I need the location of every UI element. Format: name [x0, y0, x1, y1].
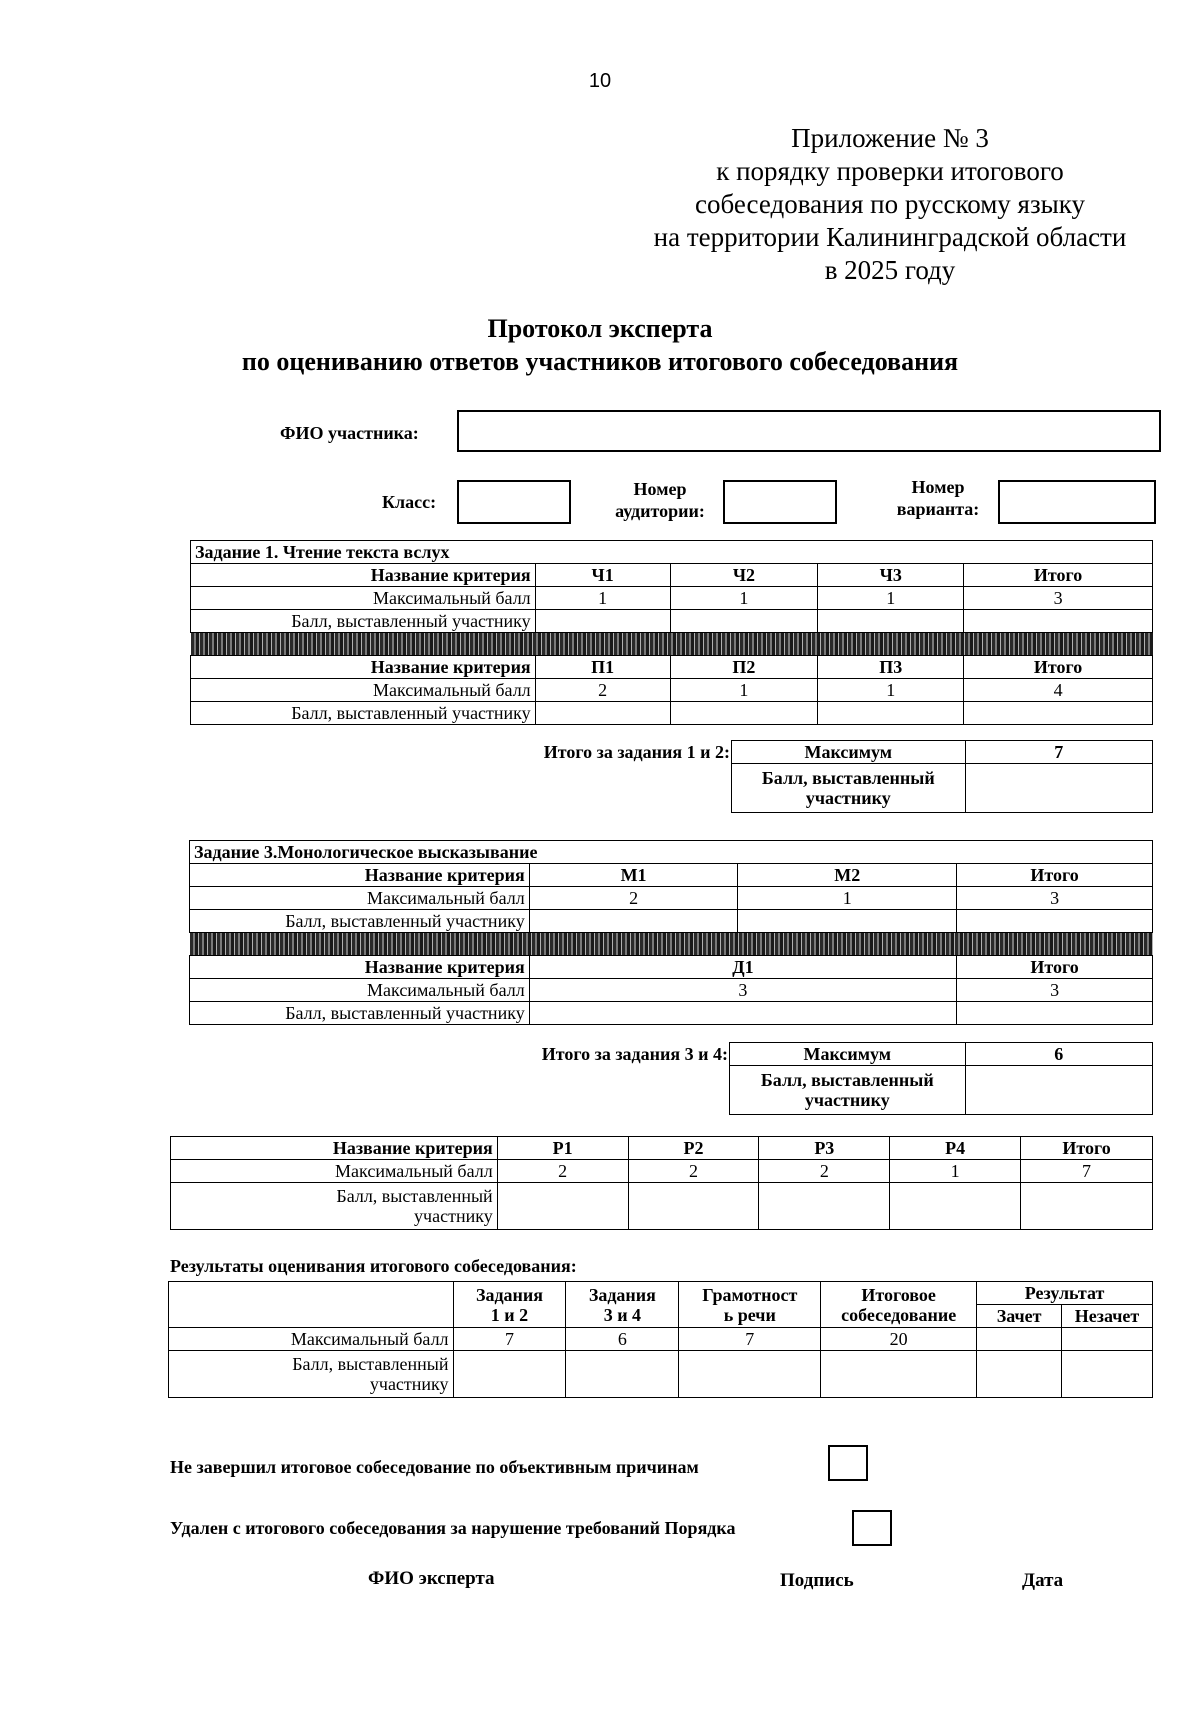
- results-header-line: 3 и 4: [603, 1304, 642, 1325]
- given-total-cell[interactable]: [965, 1066, 1152, 1115]
- results-header-line: Итоговое: [861, 1284, 936, 1305]
- criterion-header: Ч1: [535, 564, 670, 587]
- pass-header: Зачет: [977, 1305, 1062, 1328]
- literacy-table: [170, 1136, 1153, 1230]
- max-label: Максимальный балл: [190, 979, 530, 1002]
- given-total-label: [730, 1066, 966, 1115]
- criterion-header: Д1: [529, 956, 956, 979]
- max-score: 1: [890, 1160, 1021, 1183]
- max-score: 7: [453, 1328, 566, 1351]
- given-label: [171, 1183, 498, 1230]
- score-cell[interactable]: [821, 1351, 977, 1398]
- criterion-header: П3: [818, 656, 964, 679]
- pass-cell[interactable]: [977, 1351, 1062, 1398]
- protocol-title: [0, 312, 1200, 378]
- criterion-header: Р3: [759, 1137, 890, 1160]
- task1-table: [190, 540, 1153, 725]
- max-label: Максимальный балл: [191, 587, 536, 610]
- score-cell[interactable]: [738, 910, 957, 933]
- max-score: 2: [529, 887, 738, 910]
- task3-total-label: Итого за задания 3 и 4:: [541, 1044, 728, 1064]
- score-cell[interactable]: [566, 1351, 679, 1398]
- appendix-header: [560, 122, 1200, 287]
- room-label-line: аудитории:: [615, 501, 705, 521]
- fail-cell[interactable]: [1062, 1351, 1153, 1398]
- score-cell[interactable]: [957, 910, 1153, 933]
- task3-table: [189, 840, 1153, 1025]
- variant-label: [878, 476, 998, 520]
- given-label: Балл, выставленный участнику: [190, 910, 530, 933]
- score-cell[interactable]: [964, 610, 1153, 633]
- max-score: 1: [670, 587, 818, 610]
- expert-name-label: ФИО эксперта: [368, 1568, 495, 1589]
- given-total-line: Балл, выставленный: [760, 1070, 934, 1090]
- max-label: Максимальный балл: [169, 1328, 454, 1351]
- title-line: по оцениванию ответов участников итогового собеседования: [241, 347, 959, 376]
- incomplete-label: Не завершил итоговое собеседование по объективным причинам: [170, 1457, 699, 1477]
- fail-header: Незачет: [1062, 1305, 1153, 1328]
- given-label: [169, 1351, 454, 1398]
- results-corner: [169, 1282, 454, 1328]
- criterion-header: М1: [529, 864, 738, 887]
- max-label: Максимальный балл: [171, 1160, 498, 1183]
- appendix-line: Приложение № 3: [791, 123, 989, 153]
- separator-band: [190, 933, 1153, 956]
- score-cell[interactable]: [529, 1002, 956, 1025]
- criteria-label: Название критерия: [191, 656, 536, 679]
- given-total-line: Балл, выставленный: [761, 768, 935, 788]
- given-total-label: [732, 764, 966, 813]
- results-header: [821, 1282, 977, 1328]
- variant-label-line: Номер: [911, 477, 965, 497]
- fio-field[interactable]: [457, 410, 1161, 452]
- results-header-line: Задания: [588, 1284, 656, 1305]
- score-cell[interactable]: [957, 1002, 1153, 1025]
- score-cell[interactable]: [818, 610, 964, 633]
- variant-label-line: варианта:: [896, 499, 980, 519]
- score-cell[interactable]: [670, 702, 818, 725]
- score-cell[interactable]: [964, 702, 1153, 725]
- score-cell[interactable]: [453, 1351, 566, 1398]
- results-header: [566, 1282, 679, 1328]
- score-cell[interactable]: [529, 910, 738, 933]
- task1-total-label: Итого за задания 1 и 2:: [543, 742, 730, 762]
- max-score: 3: [957, 887, 1153, 910]
- given-label: Балл, выставленный участнику: [191, 610, 536, 633]
- maximum-value: 6: [965, 1043, 1152, 1066]
- task3-total-table: [729, 1042, 1153, 1115]
- given-total-line: участнику: [804, 1090, 890, 1110]
- criteria-label: Название критерия: [191, 564, 536, 587]
- maximum-label: Максимум: [730, 1043, 966, 1066]
- max-score: 1: [818, 679, 964, 702]
- title-line: Протокол эксперта: [487, 314, 713, 343]
- score-cell[interactable]: [497, 1183, 628, 1230]
- fio-label: ФИО участника:: [280, 423, 419, 443]
- max-score: 3: [957, 979, 1153, 1002]
- criterion-header: Итого: [957, 864, 1153, 887]
- criterion-header: Итого: [964, 564, 1153, 587]
- criterion-header: М2: [738, 864, 957, 887]
- max-score: 6: [566, 1328, 679, 1351]
- results-header-line: Задания: [475, 1284, 544, 1305]
- appendix-line: в 2025 году: [824, 255, 956, 285]
- score-cell[interactable]: [670, 610, 818, 633]
- removed-label: Удален с итогового собеседования за нарушение требований Порядка: [170, 1518, 736, 1538]
- given-total-line: участнику: [805, 788, 891, 808]
- appendix-line: к порядку проверки итогового: [716, 156, 1064, 186]
- page-number: 10: [588, 70, 612, 92]
- criterion-header: Ч3: [818, 564, 964, 587]
- task1-total-table: [731, 740, 1153, 813]
- given-label: Балл, выставленный участнику: [191, 702, 536, 725]
- results-table: [168, 1281, 1153, 1398]
- max-label: Максимальный балл: [191, 679, 536, 702]
- given-total-cell[interactable]: [965, 764, 1152, 813]
- criterion-header: Р1: [497, 1137, 628, 1160]
- max-score: 2: [628, 1160, 759, 1183]
- max-score: 7: [1021, 1160, 1153, 1183]
- criteria-label: Название критерия: [190, 864, 530, 887]
- class-field[interactable]: [457, 480, 571, 524]
- criterion-header: П2: [670, 656, 818, 679]
- variant-field[interactable]: [998, 480, 1156, 524]
- results-heading: Результаты оценивания итогового собеседования:: [170, 1256, 577, 1276]
- room-field[interactable]: [723, 480, 837, 524]
- criteria-label: Название критерия: [171, 1137, 498, 1160]
- max-score: 20: [821, 1328, 977, 1351]
- max-score: 2: [497, 1160, 628, 1183]
- max-score: 3: [529, 979, 956, 1002]
- max-score: 2: [535, 679, 670, 702]
- criterion-header: Итого: [964, 656, 1153, 679]
- criterion-header: Р4: [890, 1137, 1021, 1160]
- given-label-line: участнику: [414, 1206, 493, 1226]
- criterion-header: Ч2: [670, 564, 818, 587]
- max-label: Максимальный балл: [190, 887, 530, 910]
- results-header-line: собеседование: [841, 1304, 957, 1325]
- given-label-line: Балл, выставленный: [336, 1186, 493, 1206]
- score-cell[interactable]: [679, 1351, 821, 1398]
- results-header-line: Грамотност: [702, 1284, 798, 1305]
- task1-heading: Задание 1. Чтение текста вслух: [191, 541, 1153, 564]
- results-header: [679, 1282, 821, 1328]
- separator-band: [191, 633, 1153, 656]
- signature-label: Подпись: [780, 1570, 854, 1591]
- max-score: 2: [759, 1160, 890, 1183]
- incomplete-checkbox[interactable]: [828, 1445, 868, 1481]
- max-score: 1: [818, 587, 964, 610]
- room-label-line: Номер: [633, 479, 687, 499]
- criterion-header: Итого: [1021, 1137, 1153, 1160]
- appendix-line: на территории Калининградской области: [653, 222, 1127, 252]
- given-label: Балл, выставленный участнику: [190, 1002, 530, 1025]
- maximum-label: Максимум: [732, 741, 966, 764]
- maximum-value: 7: [965, 741, 1152, 764]
- max-score: 1: [738, 887, 957, 910]
- removed-checkbox[interactable]: [852, 1510, 892, 1546]
- criteria-label: Название критерия: [190, 956, 530, 979]
- score-cell[interactable]: [628, 1183, 759, 1230]
- max-score: 7: [679, 1328, 821, 1351]
- score-cell[interactable]: [977, 1328, 1062, 1351]
- date-label: Дата: [1022, 1570, 1064, 1591]
- score-cell[interactable]: [535, 610, 670, 633]
- appendix-line: собеседования по русскому языку: [695, 189, 1085, 219]
- results-header: [453, 1282, 566, 1328]
- score-cell[interactable]: [890, 1183, 1021, 1230]
- score-cell[interactable]: [535, 702, 670, 725]
- score-cell[interactable]: [759, 1183, 890, 1230]
- max-score: 3: [964, 587, 1153, 610]
- results-header: Результат: [977, 1282, 1153, 1305]
- results-header-line: 1 и 2: [490, 1304, 529, 1325]
- score-cell[interactable]: [818, 702, 964, 725]
- score-cell[interactable]: [1062, 1328, 1153, 1351]
- given-label-line: Балл, выставленный: [292, 1354, 449, 1374]
- results-header-line: ь речи: [723, 1304, 776, 1325]
- max-score: 1: [670, 679, 818, 702]
- given-label-line: участнику: [369, 1374, 449, 1394]
- criterion-header: Итого: [957, 956, 1153, 979]
- task3-heading: Задание 3.Монологическое высказывание: [190, 841, 1153, 864]
- criterion-header: Р2: [628, 1137, 759, 1160]
- class-label: Класс:: [382, 492, 437, 512]
- score-cell[interactable]: [1021, 1183, 1153, 1230]
- max-score: 1: [535, 587, 670, 610]
- criterion-header: П1: [535, 656, 670, 679]
- room-label: [600, 478, 720, 522]
- max-score: 4: [964, 679, 1153, 702]
